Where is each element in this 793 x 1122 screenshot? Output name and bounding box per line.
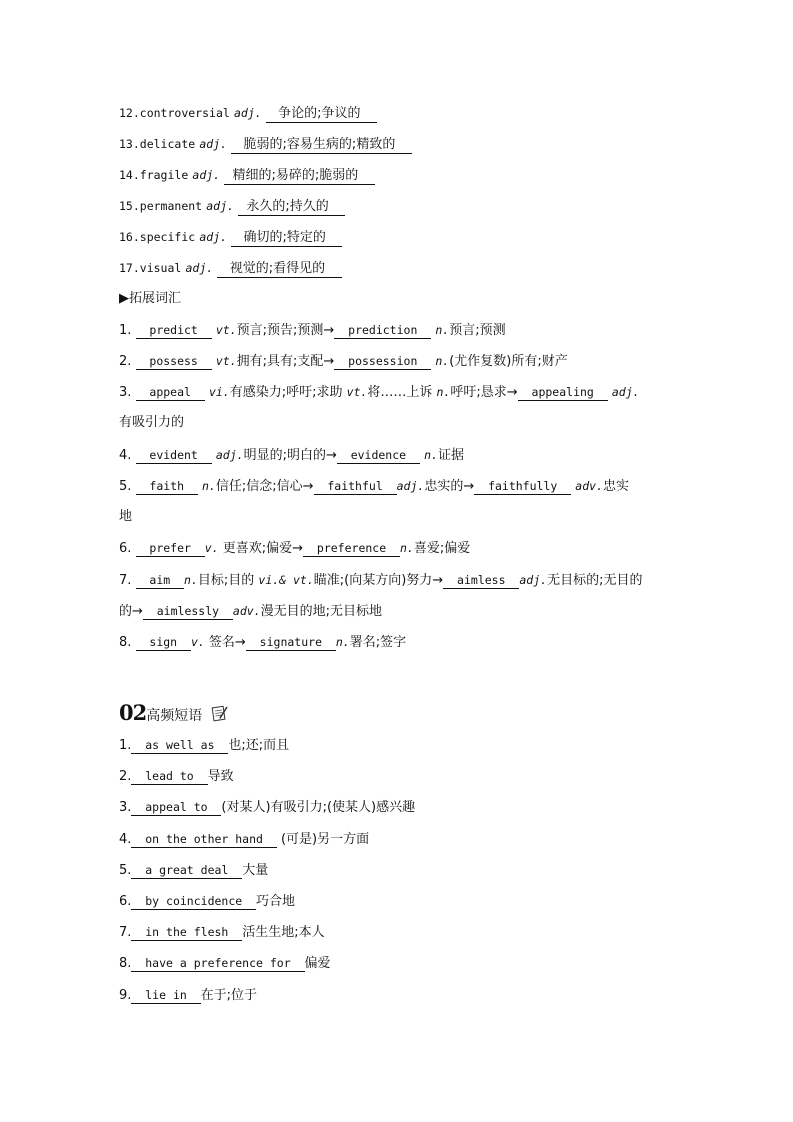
part-of-speech: adj. <box>199 137 228 151</box>
item-number: 7. <box>119 925 132 940</box>
part-of-speech: n. <box>436 385 451 399</box>
part-of-speech: adj. <box>192 168 221 182</box>
definition: 署名;签字 <box>349 635 407 650</box>
part-of-speech: adj. <box>396 479 425 493</box>
answer-blank: prefer <box>135 541 205 555</box>
expand-vocab-heading: ▶拓展词汇 <box>119 291 181 306</box>
answer-blank: by coincidence <box>131 894 257 908</box>
item-number: 3. <box>119 800 132 815</box>
expand-item-1 <box>119 320 506 340</box>
part-of-speech: adv. <box>232 604 261 618</box>
expand-item-5-cont <box>119 507 132 527</box>
vocab-word: fragile <box>139 168 189 182</box>
answer-blank: evidence <box>336 448 420 462</box>
answer-blank: aimlessly <box>142 604 233 618</box>
phrase-meaning: 导致 <box>207 769 234 784</box>
item-number: 5. <box>119 479 132 494</box>
part-of-speech: adj. <box>206 199 234 213</box>
definition: 拥有;具有;支配→ <box>236 354 335 369</box>
definition: (尤作复数)所有;财产 <box>449 354 568 369</box>
item-number: 2. <box>119 354 132 369</box>
answer-blank: 争论的;争议的 <box>265 106 378 121</box>
vocab-word: specific <box>139 230 196 244</box>
part-of-speech: adj. <box>185 261 214 275</box>
vocab-item-12 <box>119 103 377 123</box>
answer-blank: 精细的;易碎的;脆弱的 <box>224 168 375 183</box>
part-of-speech: adj. <box>215 448 244 462</box>
vocab-item-17 <box>119 258 342 278</box>
answer-blank: 确切的;特定的 <box>231 230 343 245</box>
phrase-meaning: (可是)另一方面 <box>276 832 370 847</box>
expand-item-4 <box>119 445 464 465</box>
phrase-meaning: 偏爱 <box>304 956 331 971</box>
definition: 明显的;明白的→ <box>243 448 337 463</box>
answer-blank: 视觉的;看得见的 <box>217 261 342 276</box>
definition: 地 <box>119 509 133 524</box>
answer-blank: aim <box>135 573 185 587</box>
part-of-speech: vt. <box>346 385 368 399</box>
expand-item-5 <box>119 476 629 496</box>
answer-blank: have a preference for <box>131 956 305 970</box>
definition: 漫无目的地;无目标地 <box>260 604 383 619</box>
item-number: 16. <box>119 230 140 244</box>
vocab-item-16 <box>119 227 342 247</box>
phrase-item-9 <box>119 986 257 1006</box>
answer-blank: appeal to <box>131 800 222 814</box>
definition: 瞄准;(向某方向)努力→ <box>313 573 444 588</box>
definition: 预言;预测 <box>449 323 506 338</box>
part-of-speech: adv. <box>575 479 603 493</box>
answer-blank: possession <box>334 354 432 368</box>
expand-item-7-cont <box>119 601 382 621</box>
definition: 证据 <box>437 448 464 463</box>
expand-item-7 <box>119 570 642 590</box>
answer-blank: signature <box>245 635 336 649</box>
phrase-item-7 <box>119 923 325 943</box>
part-of-speech: adj. <box>519 573 548 587</box>
phrase-meaning: 大量 <box>242 863 269 878</box>
part-of-speech: vt. <box>215 323 237 337</box>
item-number: 12. <box>119 106 140 120</box>
answer-blank: faithfully <box>474 479 572 493</box>
vocab-word: controversial <box>139 106 230 120</box>
answer-blank: 永久的;持久的 <box>238 199 346 214</box>
answer-blank: aimless <box>443 573 520 587</box>
definition: 有感染力;呼吁;求助 <box>229 385 347 400</box>
answer-blank: 脆弱的;容易生病的;精致的 <box>231 137 412 152</box>
expand-item-3-cont <box>119 413 184 433</box>
answer-blank: preference <box>303 541 400 555</box>
part-of-speech: adj. <box>199 230 228 244</box>
vocab-word: delicate <box>139 137 196 151</box>
expand-item-2 <box>119 351 568 371</box>
part-of-speech: v. <box>190 635 205 649</box>
phrase-item-2 <box>119 767 234 787</box>
definition: 无目标的;无目的 <box>547 573 643 588</box>
definition: 忠实的→ <box>424 479 475 494</box>
phrase-item-8 <box>119 954 331 974</box>
answer-blank: faith <box>135 479 198 493</box>
item-number: 1. <box>119 323 132 338</box>
phrase-item-3 <box>119 798 415 818</box>
vocab-item-14 <box>119 165 375 185</box>
item-number: 7. <box>119 573 132 588</box>
part-of-speech: vi.& vt. <box>258 573 314 587</box>
part-of-speech: vt. <box>215 354 237 368</box>
definition: 更喜欢;偏爱→ <box>218 541 304 556</box>
vocab-word: permanent <box>139 199 203 213</box>
item-number: 3. <box>119 385 132 400</box>
answer-blank: a great deal <box>131 863 243 877</box>
part-of-speech: v. <box>204 541 219 555</box>
phrases-heading <box>119 700 229 726</box>
answer-blank: predict <box>135 323 212 337</box>
part-of-speech: n. <box>435 323 450 337</box>
definition: 的→ <box>119 604 143 619</box>
definition: 喜爱;偏爱 <box>413 541 471 556</box>
answer-blank: on the other hand <box>131 832 277 846</box>
answer-blank: as well as <box>131 738 229 752</box>
vocab-word: visual <box>139 261 182 275</box>
phrase-meaning: 活生生地;本人 <box>242 925 325 940</box>
expand-item-3 <box>119 382 640 402</box>
item-number: 17. <box>119 261 140 275</box>
definition: 预言;预告;预测→ <box>236 323 335 338</box>
phrase-meaning: 也;还;而且 <box>228 738 290 753</box>
definition: 将……上诉 <box>367 385 437 400</box>
item-number: 13. <box>119 137 140 151</box>
answer-blank: evident <box>135 448 212 462</box>
expand-item-8 <box>119 632 406 652</box>
item-number: 5. <box>119 863 132 878</box>
item-number: 6. <box>119 541 132 556</box>
answer-blank: prediction <box>334 323 432 337</box>
item-number: 4. <box>119 832 132 847</box>
item-number: 15. <box>119 199 140 213</box>
definition: 信任;信念;信心→ <box>215 479 314 494</box>
item-number: 4. <box>119 448 132 463</box>
phrase-item-1 <box>119 736 289 756</box>
item-number: 14. <box>119 168 140 182</box>
item-number: 1. <box>119 738 132 753</box>
memo-pencil-icon <box>211 704 229 730</box>
definition: 呼吁;恳求→ <box>450 385 518 400</box>
part-of-speech: n. <box>202 479 216 493</box>
item-number: 9. <box>119 988 132 1003</box>
phrase-item-4 <box>119 830 369 850</box>
section-title: 高频短语 <box>146 708 203 724</box>
phrase-meaning: 巧合地 <box>256 894 296 909</box>
part-of-speech: n. <box>400 541 414 555</box>
part-of-speech: adj. <box>233 106 262 120</box>
part-of-speech: n. <box>424 448 438 462</box>
expand-item-6 <box>119 538 470 558</box>
answer-blank: lie in <box>131 988 201 1002</box>
answer-blank: faithful <box>313 479 397 493</box>
part-of-speech: n. <box>184 573 198 587</box>
definition: 有吸引力的 <box>119 415 185 430</box>
phrase-meaning: 在于;位于 <box>200 988 258 1003</box>
definition: 签名→ <box>204 635 246 650</box>
answer-blank: lead to <box>131 769 208 783</box>
definition: 目标;目的 <box>197 573 259 588</box>
part-of-speech: adj. <box>611 385 640 399</box>
answer-blank: possess <box>135 354 212 368</box>
item-number: 2. <box>119 769 132 784</box>
phrase-meaning: (对某人)有吸引力;(使某人)感兴趣 <box>221 800 416 815</box>
phrase-item-6 <box>119 892 295 912</box>
definition: 忠实 <box>603 479 630 494</box>
answer-blank: in the flesh <box>131 925 243 939</box>
part-of-speech: vi. <box>208 385 230 399</box>
vocab-item-15 <box>119 196 345 216</box>
part-of-speech: n. <box>435 354 450 368</box>
item-number: 8. <box>119 956 132 971</box>
answer-blank: sign <box>135 635 191 649</box>
vocab-item-13 <box>119 134 412 154</box>
item-number: 8. <box>119 635 132 650</box>
answer-blank: appealing <box>517 385 608 399</box>
phrase-item-5 <box>119 861 268 881</box>
part-of-speech: n. <box>335 635 350 649</box>
section-number: 02 <box>119 700 147 725</box>
answer-blank: appeal <box>135 385 205 399</box>
item-number: 6. <box>119 894 132 909</box>
